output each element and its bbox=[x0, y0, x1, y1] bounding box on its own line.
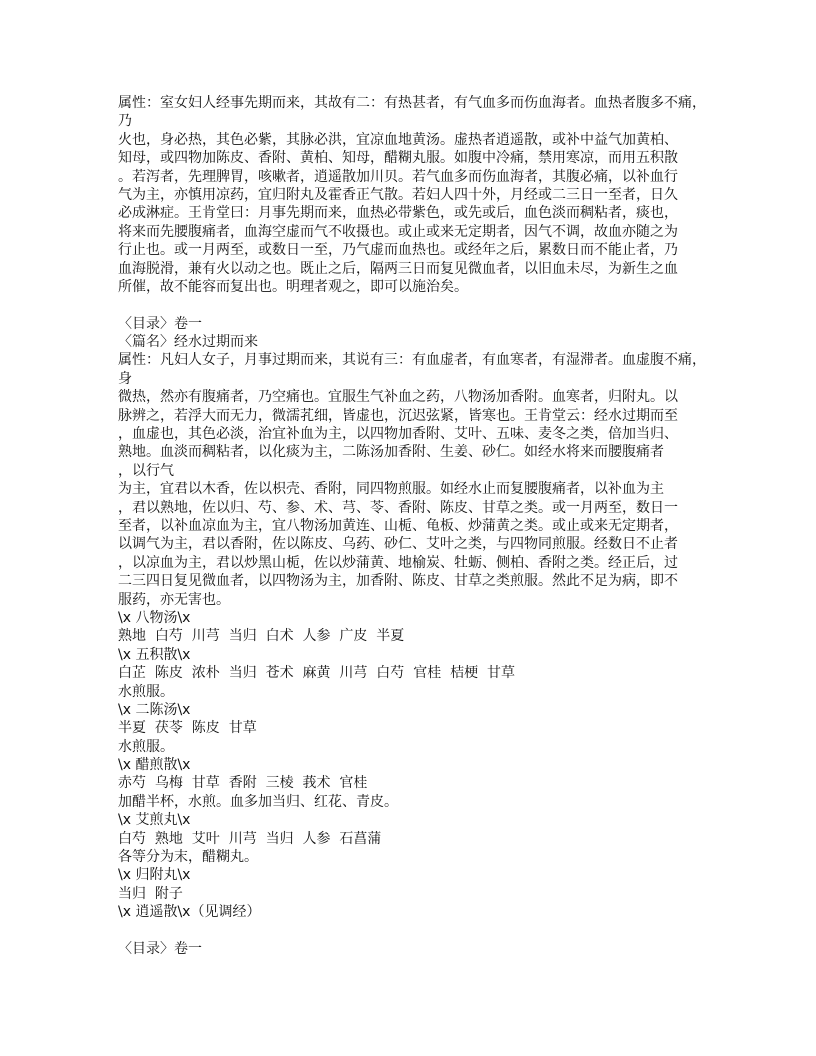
document-body bbox=[118, 94, 718, 958]
text-line: 熟地。血淡而稠粘者，以化痰为主，二陈汤加香附、生姜、砂仁。如经水将来而腰腹痛者 bbox=[118, 444, 664, 461]
blank-line bbox=[118, 296, 718, 314]
text-line: 当归 附子 bbox=[118, 885, 183, 902]
text-line: \x 归附丸\x bbox=[118, 867, 191, 884]
text-line: 脉辨之，若浮大而无力，微濡芤细，皆虚也，沉迟弦紧，皆寒也。王肯堂云：经水过期而至 bbox=[118, 407, 678, 424]
text-line: 将来而先腰腹痛者，血海空虚而气不收摄也。或止或来无定期者，因气不调，故血亦随之为 bbox=[118, 223, 678, 240]
text-line: \x 八物汤\x bbox=[118, 609, 191, 626]
text-line: 〈目录〉卷一 bbox=[118, 315, 202, 332]
text-line: \x 二陈汤\x bbox=[118, 701, 191, 718]
text-line: 血海脱滑，兼有火以动之也。既止之后，隔两三日而复见微血者，以旧血未尽，为新生之血 bbox=[118, 260, 678, 277]
text-line: 火也，身必热，其色必紫，其脉必洪，宜凉血地黄汤。虚热者逍遥散，或补中益气加黄柏、 bbox=[118, 131, 678, 148]
text-line: 白芍 熟地 艾叶 川芎 当归 人参 石菖蒲 bbox=[118, 830, 382, 847]
text-line: 知母，或四物加陈皮、香附、黄柏、知母，醋糊丸服。如腹中冷痛，禁用寒凉，而用五积散 bbox=[118, 150, 678, 167]
text-line: 水煎服。 bbox=[118, 683, 174, 700]
text-line: 各等分为末，醋糊丸。 bbox=[118, 849, 258, 866]
text-line: 微热，然亦有腹痛者，乃空痛也。宜服生气补血之药，八物汤加香附。血寒者，归附丸。以 bbox=[118, 389, 678, 406]
text-line: 为主，宜君以木香，佐以枳壳、香附，同四物煎服。如经水止而复腰腹痛者，以补血为主 bbox=[118, 481, 664, 498]
text-line: 属性：室女妇人经事先期而来，其故有二：有热甚者，有气血多而伤血海者。血热者腹多不痛， bbox=[118, 95, 706, 111]
text-line: 身 bbox=[118, 370, 132, 387]
text-line: 行止也。或一月两至，或数日一至，乃气虚而血热也。或经年之后，累数日而不能止者，乃 bbox=[118, 242, 678, 259]
text-line: 服药，亦无害也。 bbox=[118, 591, 230, 608]
text-line: 属性：凡妇人女子，月事过期而来，其说有三：有血虚者，有血寒者，有湿滞者。血虚腹不痛， bbox=[118, 352, 706, 369]
text-line: 熟地 白芍 川芎 当归 白术 人参 广皮 半夏 bbox=[118, 628, 405, 645]
text-line: 加醋半杯，水煎。血多加当归、红花、青皮。 bbox=[118, 793, 398, 810]
text-line: ，君以熟地，佐以归、芍、参、术、芎、苓、香附、陈皮、甘草之类。或一月两至，数日一 bbox=[118, 499, 678, 516]
text-line: ，以行气 bbox=[118, 462, 174, 479]
text-line: \x 逍遥散\x（见调经） bbox=[118, 904, 261, 921]
text-line: 半夏 茯苓 陈皮 甘草 bbox=[118, 720, 257, 737]
text-line: 〈目录〉卷一 bbox=[118, 940, 202, 957]
text-line: \x 艾煎丸\x bbox=[118, 812, 191, 829]
text-line: 二三四日复见微血者，以四物汤为主，加香附、陈皮、甘草之类煎服。然此不足为病，即不 bbox=[118, 573, 678, 590]
text-line: 白芷 陈皮 浓朴 当归 苍术 麻黄 川芎 白芍 官桂 桔梗 甘草 bbox=[118, 665, 516, 682]
text-line: \x 五积散\x bbox=[118, 646, 191, 663]
text-line: \x 醋煎散\x bbox=[118, 757, 191, 774]
text-line: 以调气为主，君以香附，佐以陈皮、乌药、砂仁、艾叶之类，与四物同煎服。经数日不止者 bbox=[118, 536, 678, 553]
text-line: 水煎服。 bbox=[118, 738, 174, 755]
text-line: 必成淋症。王肯堂曰：月事先期而来，血热必带紫色，或先或后，血色淡而稠粘者，痰也， bbox=[118, 205, 678, 222]
text-line: 气为主，亦慎用凉药，宜归附丸及霍香正气散。若妇人四十外，月经或二三日一至者，日久 bbox=[118, 186, 678, 203]
text-line: 乃 bbox=[118, 113, 132, 130]
blank-line bbox=[118, 922, 718, 940]
text-line: ，以凉血为主，君以炒黑山栀，佐以炒蒲黄、地榆炭、牡蛎、侧柏、香附之类。经正后，过 bbox=[118, 554, 678, 571]
text-line: 〈篇名〉经水过期而来 bbox=[118, 334, 258, 351]
text-line: 至者，以补血凉血为主，宜八物汤加黄连、山栀、龟板、炒蒲黄之类。或止或来无定期者， bbox=[118, 517, 678, 534]
text-line: ，血虚也，其色必淡，治宜补血为主，以四物加香附、艾叶、五味、麦冬之类，倍加当归、 bbox=[118, 426, 678, 443]
text-line: 。若泻者，先理脾胃，咳嗽者，逍遥散加川贝。若气血多而伤血海者，其腹必痛，以补血行 bbox=[118, 168, 678, 185]
text-line: 赤芍 乌梅 甘草 香附 三棱 莪术 官桂 bbox=[118, 775, 368, 792]
text-line: 所催，故不能容而复出也。明理者观之，即可以施治矣。 bbox=[118, 278, 468, 295]
